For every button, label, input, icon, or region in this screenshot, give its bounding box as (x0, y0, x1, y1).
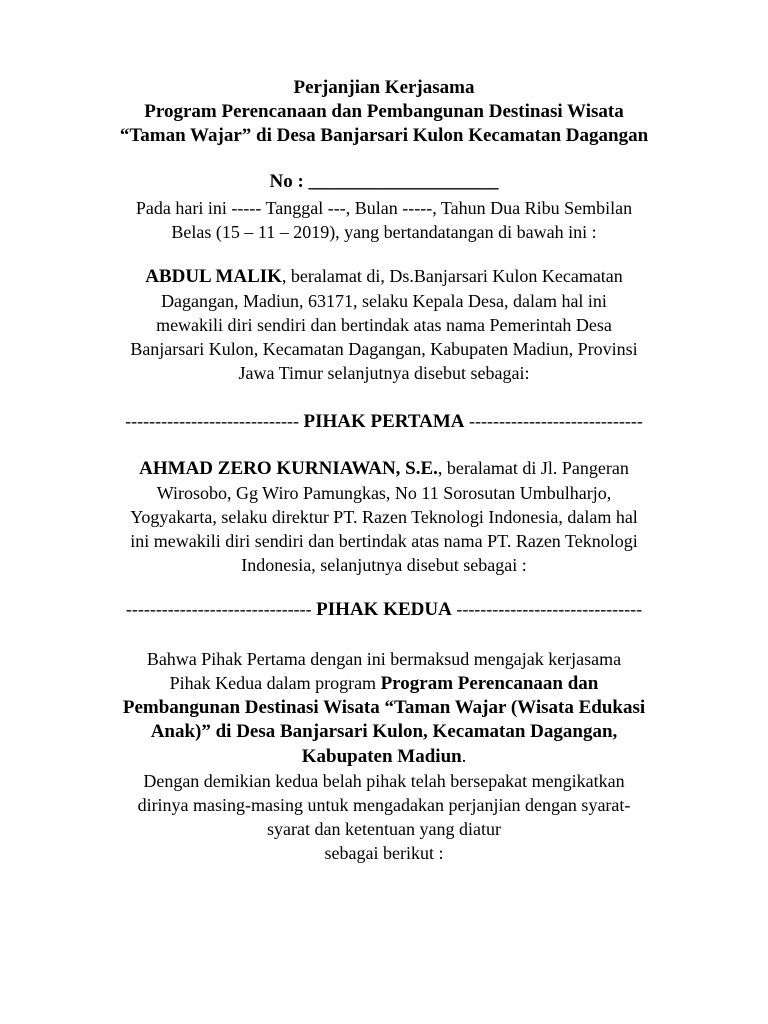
party-two-line-4: ini mewakili diri sendiri dan bertindak atas nama PT. Razen Teknologi (130, 531, 638, 551)
program-name-start: Program Perencanaan dan (380, 673, 599, 694)
dashes-left: ------------------------------- (125, 599, 312, 619)
title-line-3: “Taman Wajar” di Desa Banjarsari Kulon Kecamatan Dagangan (119, 125, 649, 146)
dashes-right: ----------------------------- (469, 411, 643, 431)
party-two-line-2: Wirosobo, Gg Wiro Pamungkas, No 11 Sorosutan Umbulharjo, (156, 483, 612, 503)
dashes-left: ----------------------------- (125, 411, 299, 431)
pihak-kedua-heading (0, 597, 768, 622)
party-two-address-start: , beralamat di Jl. Pangeran (437, 458, 629, 478)
party-one-line-5: Jawa Timur selanjutnya disebut sebagai: (238, 363, 530, 383)
closing-line-4: Anak)” di Desa Banjarsari Kulon, Kecamatan Dagangan, (150, 721, 618, 742)
party-one-line-4: Banjarsari Kulon, Kecamatan Dagangan, Kabupaten Madiun, Provinsi (130, 339, 638, 359)
intro-line-2: Belas (15 – 11 – 2019), yang bertandatangan di bawah ini : (171, 222, 597, 242)
closing-line-1: Bahwa Pihak Pertama dengan ini bermaksud mengajak kerjasama (146, 649, 622, 669)
party-one-line-3: mewakili diri sendiri dan bertindak atas nama Pemerintah Desa (156, 315, 612, 335)
pihak-pertama-label: PIHAK PERTAMA (303, 411, 465, 432)
party-one-name: ABDUL MALIK (145, 266, 282, 287)
closing-line-8: syarat dan ketentuan yang diatur (267, 819, 501, 839)
closing-paragraph (60, 647, 708, 865)
agreement-number: No : ____________________ (269, 171, 499, 192)
dashes-right: ------------------------------- (456, 599, 643, 619)
party-two-line-1 (60, 456, 708, 481)
closing-line-3: Pembangunan Destinasi Wisata “Taman Wajar (Wisata Edukasi (122, 697, 646, 718)
party-one-paragraph (60, 264, 708, 385)
party-two-line-3: Yogyakarta, selaku direktur PT. Razen Teknologi Indonesia, dalam hal (130, 507, 638, 527)
closing-line-7: dirinya masing-masing untuk mengadakan perjanjian dengan syarat- (137, 795, 631, 815)
program-name-end: Kabupaten Madiun (301, 746, 462, 767)
pihak-kedua-label: PIHAK KEDUA (316, 599, 452, 620)
intro-paragraph (60, 196, 708, 244)
closing-line-6: Dengan demikian kedua belah pihak telah bersepakat mengikatkan (143, 771, 625, 791)
intro-line-1: Pada hari ini ----- Tanggal ---, Bulan -----, Tahun Dua Ribu Sembilan (135, 198, 633, 218)
closing-line-2-plain: Pihak Kedua dalam program (169, 673, 381, 693)
party-two-paragraph (60, 456, 708, 577)
closing-line-5 (60, 744, 708, 769)
party-one-line-2: Dagangan, Madiun, 63171, selaku Kepala Desa, dalam hal ini (161, 291, 607, 311)
title-line-1: Perjanjian Kerjasama (293, 77, 475, 98)
closing-line-9: sebagai berikut : (324, 843, 444, 863)
party-two-line-5: Indonesia, selanjutnya disebut sebagai : (241, 555, 527, 575)
title-line-2: Program Perencanaan dan Pembangunan Destinasi Wisata (144, 101, 624, 122)
closing-period: . (461, 746, 467, 766)
party-one-address-start: , beralamat di, Ds.Banjarsari Kulon Kecamatan (281, 266, 623, 286)
closing-line-2 (60, 671, 708, 696)
document-title (0, 76, 768, 148)
party-two-name: AHMAD ZERO KURNIAWAN, S.E. (139, 458, 438, 479)
pihak-pertama-heading (0, 409, 768, 434)
party-one-line-1 (60, 264, 708, 289)
